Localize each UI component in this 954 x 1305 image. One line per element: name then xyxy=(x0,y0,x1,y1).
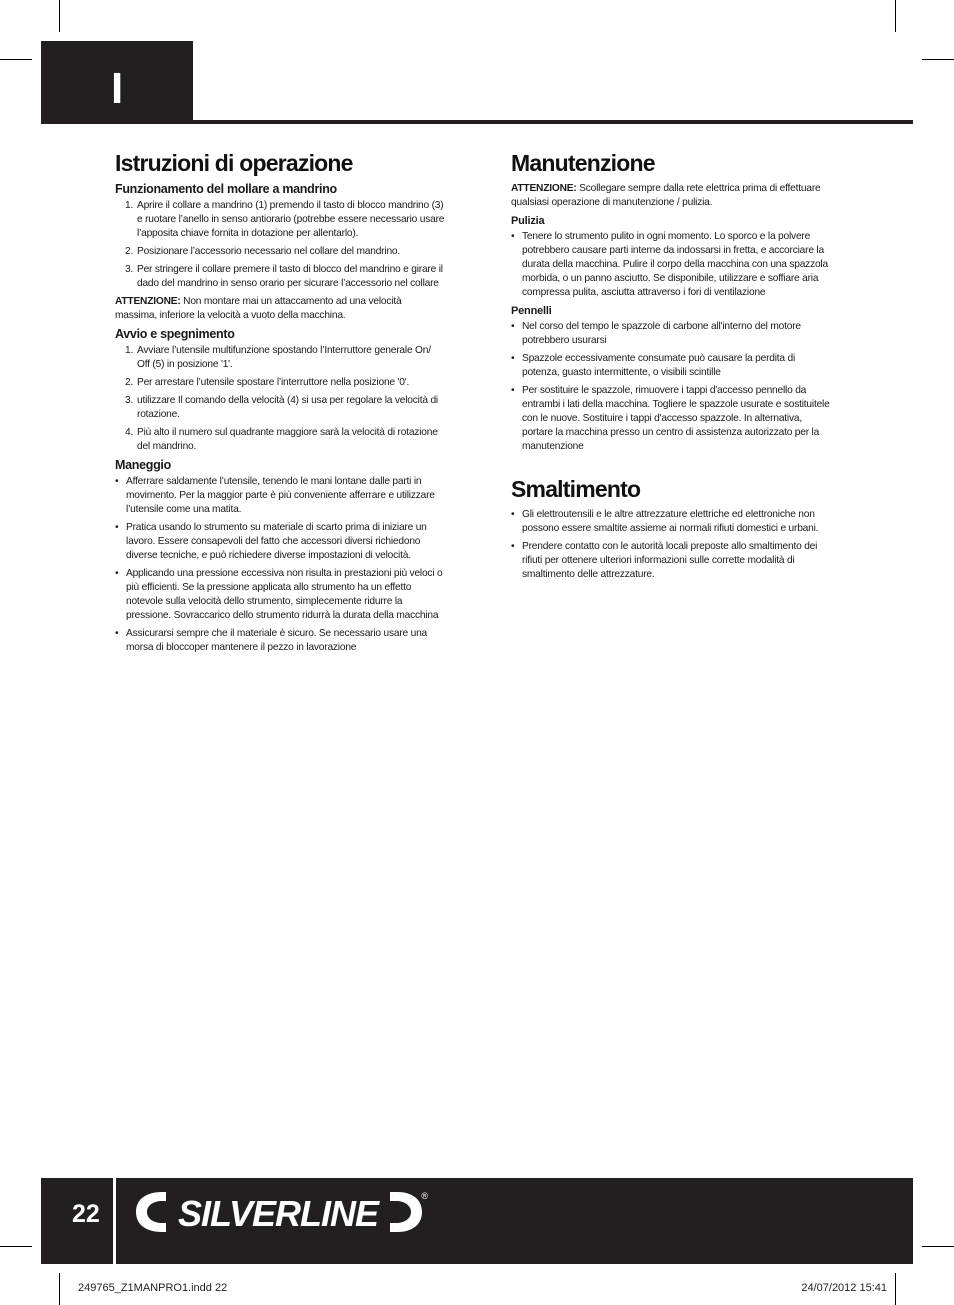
heading-handling: Maneggio xyxy=(115,458,171,472)
chuck-collar-steps xyxy=(115,199,445,291)
list-item: 3. Per stringere il collare premere il tasto di blocco del mandrino e girare il dado del mandrino in senso orario per sicurare l’accessorio nel collare xyxy=(125,264,443,289)
list-item: • Tenere lo strumento pulito in ogni momento. Lo sporco e la polvere potrebbero causare parti interne da indossarsi in fretta, e accorciare la durata della macchina. Pulire il corpo della macchina con una spazzola morbida, o un panno asciutto. Se disponibile, utilizzare e soffiare aria compressa pulita, asciutta attraverso i fori di ventilazione xyxy=(511,230,833,300)
list-item: • Assicurarsi sempre che il materiale è sicuro. Se necessario usare una morsa di bloccoper mantenere il pezzo in lavorazione xyxy=(115,627,445,655)
crop-mark xyxy=(895,0,896,32)
list-item: • Per sostituire le spazzole, rimuovere i tappi d'accesso pennello da entrambi i lati della macchina. Togliere le spazzole usurate e sostituitele con le nuove. Sostituire i tappi d'accesso spazzole. In alternativa, portare la macchina presso un centro di assistenza autorizzato per la manutenzione xyxy=(511,384,833,454)
page-number: 22 xyxy=(72,1200,100,1228)
warning-note: ATTENZIONE: Non montare mai un attaccamento ad una velocità massima, inferiore la velocità a vuoto della macchina. xyxy=(115,296,402,321)
crop-mark xyxy=(0,1246,32,1247)
list-item: • Applicando una pressione eccessiva non risulta in prestazioni più veloci o più efficienti. Se la pressione applicata allo strumento ha un effetto notevole sulla velocità dello strumento, simplecemente ridurre la pressione. Sovraccarico dello strumento ridurrà la durata della macchina xyxy=(115,567,445,623)
language-tab xyxy=(41,41,193,123)
crop-mark xyxy=(895,1273,896,1305)
brand-wordmark: SILVERLINE xyxy=(177,1193,379,1234)
list-item: • Pratica usando lo strumento su materiale di scarto prima di iniziare un lavoro. Essere consapevoli del fatto che accessori diversi richiedono diverse tecniche, e può richiedere diverse impostazioni di velocità. xyxy=(115,521,445,563)
list-item: 4. Più alto il numero sul quadrante maggiore sarà la velocità di rotazione del mandrino. xyxy=(125,427,438,452)
section-title-operation: Istruzioni di operazione xyxy=(115,150,353,176)
list-item: 2. Posizionare l’accessorio necessario nel collare del mandrino. xyxy=(125,246,401,257)
crop-mark xyxy=(59,1273,60,1305)
section-title-maintenance: Manutenzione xyxy=(511,150,655,176)
left-column xyxy=(115,150,445,659)
cleaning-list xyxy=(511,230,833,300)
section-title-disposal: Smaltimento xyxy=(511,476,641,502)
timestamp: 24/07/2012 15:41 xyxy=(801,1282,887,1294)
handling-list xyxy=(115,475,445,655)
list-item: • Afferrare saldamente l’utensile, tenendo le mani lontane dalle parti in movimento. Per la maggior parte è più conveniente afferrare e utilizzare l’utensile come una matita. xyxy=(115,475,445,517)
list-item: 1. Aprire il collare a mandrino (1) premendo il tasto di blocco mandrino (3) e ruotare l’anello in senso antiorario (potrebbe essere necessario usare l’apposita chiave fornita in dotazione per allentarlo). xyxy=(125,200,445,239)
list-item: • Spazzole eccessivamente consumate può causare la perdita di potenza, guasto intermittente, o visibili scintille xyxy=(511,352,833,380)
list-item: • Gli elettroutensili e le altre attrezzature elettriche ed elettroniche non possono essere smaltite assieme ai normali rifiuti domestici e urbani. xyxy=(511,508,833,536)
disposal-list xyxy=(511,508,833,582)
list-item: 2. Per arrestare l’utensile spostare l’interruttore nella posizione '0'. xyxy=(125,377,410,388)
heading-start-stop: Avvio e spegnimento xyxy=(115,327,235,341)
language-letter: I xyxy=(111,64,124,113)
crop-mark xyxy=(922,59,954,60)
heading-chuck-collar: Funzionamento del mollare a mandrino xyxy=(115,182,337,196)
registered-mark: ® xyxy=(421,1191,428,1201)
warning-note: ATTENZIONE: Scollegare sempre dalla rete elettrica prima di effettuare qualsiasi operazione di manutenzione / pulizia. xyxy=(511,183,821,208)
list-item: • Prendere contatto con le autorità locali preposte allo smaltimento dei rifiuti per ottenere ulteriori informazioni sulle corrette modalità di smaltimento delle attrezzature. xyxy=(511,540,833,582)
right-column xyxy=(511,150,833,586)
footer-divider xyxy=(113,1178,116,1264)
start-stop-steps xyxy=(115,344,445,454)
crop-mark xyxy=(922,1246,954,1247)
heading-cleaning: Pulizia xyxy=(511,215,545,227)
silverline-logo xyxy=(132,1190,432,1234)
header-rule xyxy=(41,120,913,124)
crop-mark xyxy=(0,59,32,60)
heading-brushes: Pennelli xyxy=(511,305,552,317)
list-item: 3. utilizzare Il comando della velocità (4) si usa per regolare la velocità di rotazione. xyxy=(125,395,438,420)
list-item: 1. Avviare l’utensile multifunzione spostando l’Interruttore generale On/ Off (5) in posizione '1'. xyxy=(125,345,431,370)
file-info: 249765_Z1MANPRO1.indd 22 xyxy=(78,1282,228,1294)
list-item: • Nel corso del tempo le spazzole di carbone all'interno del motore potrebbero usurarsi xyxy=(511,320,833,348)
crop-mark xyxy=(59,0,60,32)
brushes-list xyxy=(511,320,833,454)
